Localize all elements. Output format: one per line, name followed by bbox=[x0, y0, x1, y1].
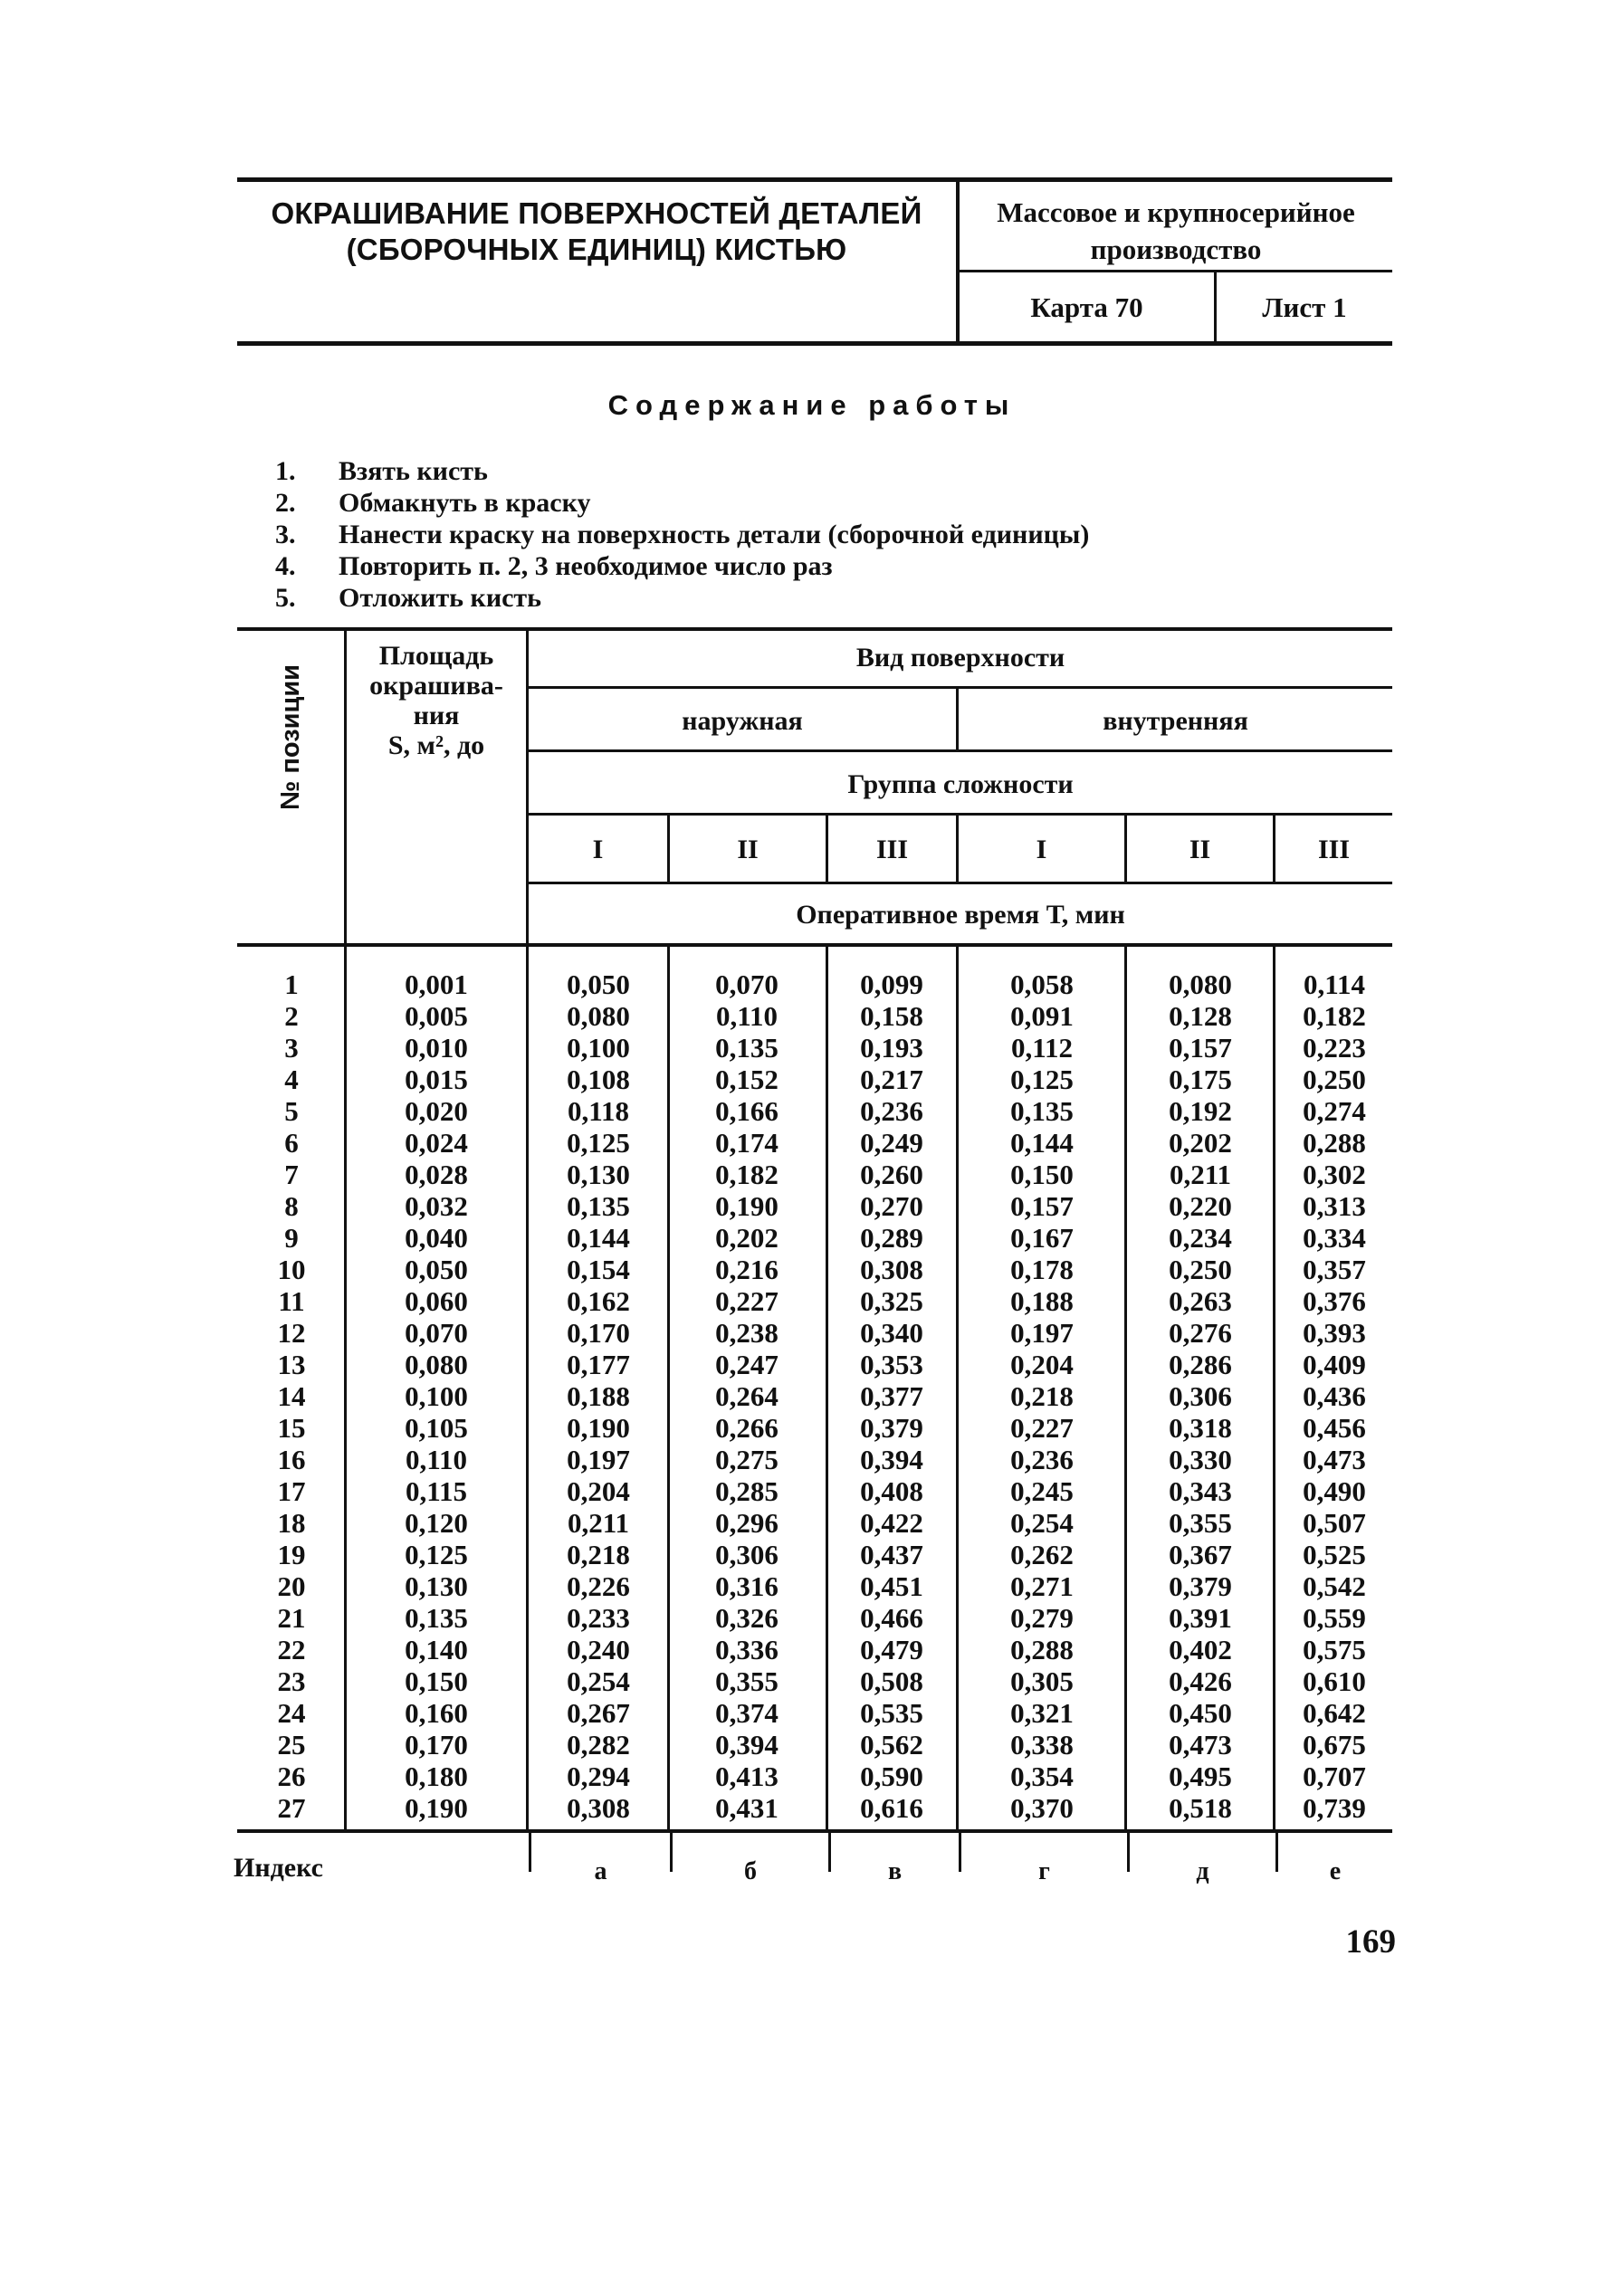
time-cell: 0,254 bbox=[567, 1665, 630, 1697]
table-divider bbox=[527, 749, 1392, 752]
time-cell: 0,202 bbox=[1169, 1127, 1232, 1159]
step-number: 2. bbox=[275, 488, 296, 518]
time-cell: 0,739 bbox=[1303, 1792, 1366, 1824]
time-cell: 0,128 bbox=[1169, 1000, 1232, 1032]
time-cell: 0,479 bbox=[860, 1634, 923, 1665]
time-cell: 0,354 bbox=[1010, 1761, 1074, 1792]
position-cell: 6 bbox=[284, 1127, 299, 1159]
area-header-line: S, м², до bbox=[387, 730, 485, 760]
step-number: 1. bbox=[275, 456, 296, 486]
time-cell: 0,343 bbox=[1169, 1475, 1232, 1507]
time-cell: 0,249 bbox=[860, 1127, 923, 1159]
area-cell: 0,130 bbox=[405, 1570, 468, 1602]
time-cell: 0,197 bbox=[567, 1444, 630, 1475]
time-cell: 0,226 bbox=[567, 1570, 630, 1602]
time-cell: 0,245 bbox=[1010, 1475, 1074, 1507]
time-cell: 0,144 bbox=[1010, 1127, 1074, 1159]
inner-surface-header: внутренняя bbox=[1103, 706, 1248, 736]
time-cell: 0,177 bbox=[567, 1349, 630, 1380]
time-cell: 0,091 bbox=[1010, 1000, 1074, 1032]
area-cell: 0,150 bbox=[405, 1665, 468, 1697]
production-line: производство bbox=[1090, 234, 1262, 265]
time-cell: 0,162 bbox=[567, 1285, 630, 1317]
time-cell: 0,114 bbox=[1303, 969, 1366, 1000]
time-cell: 0,152 bbox=[715, 1064, 779, 1095]
time-cell: 0,675 bbox=[1303, 1729, 1366, 1761]
time-column bbox=[965, 969, 1119, 1824]
time-cell: 0,518 bbox=[1169, 1792, 1232, 1824]
time-cell: 0,374 bbox=[715, 1697, 779, 1729]
table-top-rule bbox=[237, 627, 1392, 631]
time-cell: 0,204 bbox=[567, 1475, 630, 1507]
position-cell: 4 bbox=[284, 1064, 299, 1095]
time-cell: 0,197 bbox=[1010, 1317, 1074, 1349]
work-steps bbox=[275, 455, 1089, 614]
group-header: III bbox=[1317, 835, 1351, 864]
time-cell: 0,495 bbox=[1169, 1761, 1232, 1792]
time-cell: 0,157 bbox=[1169, 1032, 1232, 1064]
time-cell: 0,262 bbox=[1010, 1539, 1074, 1570]
area-header-line: ния bbox=[413, 701, 460, 730]
time-column bbox=[1133, 969, 1267, 1824]
time-cell: 0,236 bbox=[1010, 1444, 1074, 1475]
area-cell: 0,105 bbox=[405, 1412, 468, 1444]
position-cell: 14 bbox=[277, 1380, 306, 1412]
time-cell: 0,158 bbox=[860, 1000, 923, 1032]
time-cell: 0,473 bbox=[1169, 1729, 1232, 1761]
index-value: г bbox=[1038, 1857, 1050, 1885]
time-cell: 0,178 bbox=[1010, 1254, 1074, 1285]
time-cell: 0,238 bbox=[715, 1317, 779, 1349]
time-cell: 0,302 bbox=[1303, 1159, 1366, 1190]
area-cell: 0,050 bbox=[405, 1254, 468, 1285]
time-cell: 0,316 bbox=[715, 1570, 779, 1602]
time-cell: 0,422 bbox=[860, 1507, 923, 1539]
time-column bbox=[831, 969, 952, 1824]
time-cell: 0,188 bbox=[1010, 1285, 1074, 1317]
production-line: Массовое и крупносерийное bbox=[997, 196, 1355, 228]
outer-surface-header: наружная bbox=[682, 706, 803, 736]
time-cell: 0,508 bbox=[860, 1665, 923, 1697]
time-cell: 0,426 bbox=[1169, 1665, 1232, 1697]
time-cell: 0,325 bbox=[860, 1285, 923, 1317]
time-cell: 0,542 bbox=[1303, 1570, 1366, 1602]
position-header-text: № позиции bbox=[275, 663, 305, 810]
time-cell: 0,144 bbox=[567, 1222, 630, 1254]
time-cell: 0,376 bbox=[1303, 1285, 1366, 1317]
time-cell: 0,125 bbox=[567, 1127, 630, 1159]
time-cell: 0,276 bbox=[1169, 1317, 1232, 1349]
time-cell: 0,211 bbox=[1169, 1159, 1232, 1190]
group-header: II bbox=[1189, 835, 1211, 864]
time-cell: 0,100 bbox=[567, 1032, 630, 1064]
time-cell: 0,175 bbox=[1169, 1064, 1232, 1095]
time-cell: 0,166 bbox=[715, 1095, 779, 1127]
position-cell: 23 bbox=[277, 1665, 306, 1697]
time-cell: 0,220 bbox=[1169, 1190, 1232, 1222]
time-cell: 0,227 bbox=[1010, 1412, 1074, 1444]
header-divider bbox=[958, 270, 1392, 272]
time-cell: 0,394 bbox=[715, 1729, 779, 1761]
time-cell: 0,234 bbox=[1169, 1222, 1232, 1254]
time-cell: 0,616 bbox=[860, 1792, 923, 1824]
area-cell: 0,060 bbox=[405, 1285, 468, 1317]
time-cell: 0,306 bbox=[715, 1539, 779, 1570]
time-cell: 0,282 bbox=[567, 1729, 630, 1761]
time-cell: 0,535 bbox=[860, 1697, 923, 1729]
time-cell: 0,456 bbox=[1303, 1412, 1366, 1444]
area-cell: 0,140 bbox=[405, 1634, 468, 1665]
time-cell: 0,285 bbox=[715, 1475, 779, 1507]
time-column bbox=[1280, 969, 1389, 1824]
table-divider bbox=[527, 882, 1392, 884]
time-cell: 0,112 bbox=[1010, 1032, 1074, 1064]
time-cell: 0,379 bbox=[860, 1412, 923, 1444]
time-cell: 0,108 bbox=[567, 1064, 630, 1095]
step-number: 3. bbox=[275, 520, 296, 549]
time-cell: 0,340 bbox=[860, 1317, 923, 1349]
time-cell: 0,247 bbox=[715, 1349, 779, 1380]
production-type bbox=[960, 194, 1392, 268]
index-value: е bbox=[1329, 1857, 1342, 1885]
time-cell: 0,182 bbox=[1303, 1000, 1366, 1032]
time-cell: 0,355 bbox=[1169, 1507, 1232, 1539]
area-cell: 0,080 bbox=[405, 1349, 468, 1380]
time-cell: 0,050 bbox=[567, 969, 630, 1000]
time-cell: 0,125 bbox=[1010, 1064, 1074, 1095]
time-cell: 0,321 bbox=[1010, 1697, 1074, 1729]
time-cell: 0,338 bbox=[1010, 1729, 1074, 1761]
time-cell: 0,190 bbox=[567, 1412, 630, 1444]
time-cell: 0,289 bbox=[860, 1222, 923, 1254]
section-title: Содержание работы bbox=[607, 389, 1017, 421]
area-cell: 0,020 bbox=[405, 1095, 468, 1127]
area-cell: 0,190 bbox=[405, 1792, 468, 1824]
position-cell: 13 bbox=[277, 1349, 306, 1380]
time-cell: 0,157 bbox=[1010, 1190, 1074, 1222]
time-cell: 0,236 bbox=[860, 1095, 923, 1127]
table-vertical-line bbox=[1124, 945, 1127, 1831]
time-cell: 0,370 bbox=[1010, 1792, 1074, 1824]
position-cell: 26 bbox=[277, 1761, 306, 1792]
area-cell: 0,005 bbox=[405, 1000, 468, 1032]
table-header-rule bbox=[237, 943, 1392, 947]
time-cell: 0,379 bbox=[1169, 1570, 1232, 1602]
area-cell: 0,040 bbox=[405, 1222, 468, 1254]
time-cell: 0,260 bbox=[860, 1159, 923, 1190]
index-label: Индекс bbox=[234, 1853, 323, 1883]
area-cell: 0,110 bbox=[405, 1444, 468, 1475]
area-cell: 0,180 bbox=[405, 1761, 468, 1792]
time-cell: 0,431 bbox=[715, 1792, 779, 1824]
area-cell: 0,024 bbox=[405, 1127, 468, 1159]
table-vertical-line bbox=[826, 945, 828, 1831]
position-cell: 25 bbox=[277, 1729, 306, 1761]
time-cell: 0,099 bbox=[860, 969, 923, 1000]
time-cell: 0,211 bbox=[567, 1507, 630, 1539]
position-cell: 19 bbox=[277, 1539, 306, 1570]
time-cell: 0,182 bbox=[715, 1159, 779, 1190]
table-divider bbox=[527, 813, 1392, 816]
table-vertical-line bbox=[667, 945, 670, 1831]
position-cell: 1 bbox=[284, 969, 299, 1000]
time-cell: 0,451 bbox=[860, 1570, 923, 1602]
step-number: 5. bbox=[275, 583, 296, 613]
list-item bbox=[275, 519, 1089, 550]
time-cell: 0,355 bbox=[715, 1665, 779, 1697]
group-header: III bbox=[875, 835, 909, 864]
time-cell: 0,707 bbox=[1303, 1761, 1366, 1792]
time-cell: 0,233 bbox=[567, 1602, 630, 1634]
time-cell: 0,110 bbox=[715, 1000, 779, 1032]
position-cell: 17 bbox=[277, 1475, 306, 1507]
time-cell: 0,413 bbox=[715, 1761, 779, 1792]
time-cell: 0,306 bbox=[1169, 1380, 1232, 1412]
time-cell: 0,274 bbox=[1303, 1095, 1366, 1127]
surface-type-header: Вид поверхности bbox=[855, 643, 1065, 673]
time-column bbox=[674, 969, 819, 1824]
step-number: 4. bbox=[275, 551, 296, 581]
time-cell: 0,391 bbox=[1169, 1602, 1232, 1634]
time-cell: 0,254 bbox=[1010, 1507, 1074, 1539]
time-cell: 0,218 bbox=[567, 1539, 630, 1570]
time-cell: 0,393 bbox=[1303, 1317, 1366, 1349]
complexity-group-header: Группа сложности bbox=[847, 769, 1074, 799]
area-cell: 0,115 bbox=[405, 1475, 468, 1507]
table-vertical-line bbox=[1273, 945, 1275, 1831]
time-cell: 0,294 bbox=[567, 1761, 630, 1792]
position-cell: 5 bbox=[284, 1095, 299, 1127]
time-cell: 0,250 bbox=[1303, 1064, 1366, 1095]
index-value: в bbox=[887, 1857, 903, 1885]
table-vertical-line bbox=[344, 629, 347, 1831]
time-cell: 0,279 bbox=[1010, 1602, 1074, 1634]
position-cell: 24 bbox=[277, 1697, 306, 1729]
group-header: I bbox=[592, 835, 604, 864]
position-cell: 22 bbox=[277, 1634, 306, 1665]
time-column bbox=[532, 969, 664, 1824]
time-cell: 0,313 bbox=[1303, 1190, 1366, 1222]
title-line: ОКРАШИВАНИЕ ПОВЕРХНОСТЕЙ ДЕТАЛЕЙ bbox=[271, 196, 922, 230]
list-item bbox=[275, 582, 1089, 614]
group-header: I bbox=[1036, 835, 1047, 864]
time-cell: 0,507 bbox=[1303, 1507, 1366, 1539]
time-cell: 0,227 bbox=[715, 1285, 779, 1317]
area-cell: 0,010 bbox=[405, 1032, 468, 1064]
sheet-number: Лист 1 bbox=[1262, 291, 1347, 323]
position-cell: 27 bbox=[277, 1792, 306, 1824]
card-number: Карта 70 bbox=[1030, 291, 1143, 323]
time-cell: 0,267 bbox=[567, 1697, 630, 1729]
area-cell: 0,100 bbox=[405, 1380, 468, 1412]
time-cell: 0,058 bbox=[1010, 969, 1074, 1000]
area-cell: 0,015 bbox=[405, 1064, 468, 1095]
time-cell: 0,275 bbox=[715, 1444, 779, 1475]
document-title bbox=[237, 196, 956, 268]
time-cell: 0,135 bbox=[715, 1032, 779, 1064]
page-number: 169 bbox=[1345, 1923, 1396, 1961]
position-cell: 2 bbox=[284, 1000, 299, 1032]
time-cell: 0,450 bbox=[1169, 1697, 1232, 1729]
time-cell: 0,070 bbox=[715, 969, 779, 1000]
time-cell: 0,296 bbox=[715, 1507, 779, 1539]
header-top-rule bbox=[237, 177, 1392, 182]
time-cell: 0,308 bbox=[567, 1792, 630, 1824]
time-cell: 0,590 bbox=[860, 1761, 923, 1792]
time-cell: 0,135 bbox=[1010, 1095, 1074, 1127]
area-cell: 0,170 bbox=[405, 1729, 468, 1761]
position-cell: 9 bbox=[284, 1222, 299, 1254]
position-cell: 11 bbox=[278, 1285, 305, 1317]
time-cell: 0,188 bbox=[567, 1380, 630, 1412]
area-column-header bbox=[348, 641, 525, 760]
time-cell: 0,642 bbox=[1303, 1697, 1366, 1729]
position-cell: 20 bbox=[277, 1570, 306, 1602]
time-cell: 0,318 bbox=[1169, 1412, 1232, 1444]
area-cell: 0,070 bbox=[405, 1317, 468, 1349]
time-cell: 0,334 bbox=[1303, 1222, 1366, 1254]
time-cell: 0,266 bbox=[715, 1412, 779, 1444]
time-cell: 0,409 bbox=[1303, 1349, 1366, 1380]
area-column bbox=[355, 969, 518, 1824]
time-cell: 0,250 bbox=[1169, 1254, 1232, 1285]
time-cell: 0,270 bbox=[860, 1190, 923, 1222]
time-cell: 0,271 bbox=[1010, 1570, 1074, 1602]
time-cell: 0,562 bbox=[860, 1729, 923, 1761]
position-cell: 8 bbox=[284, 1190, 299, 1222]
position-column-header bbox=[241, 655, 340, 818]
time-cell: 0,575 bbox=[1303, 1634, 1366, 1665]
time-cell: 0,402 bbox=[1169, 1634, 1232, 1665]
time-cell: 0,466 bbox=[860, 1602, 923, 1634]
time-cell: 0,135 bbox=[567, 1190, 630, 1222]
time-cell: 0,204 bbox=[1010, 1349, 1074, 1380]
time-cell: 0,436 bbox=[1303, 1380, 1366, 1412]
time-cell: 0,473 bbox=[1303, 1444, 1366, 1475]
time-cell: 0,377 bbox=[860, 1380, 923, 1412]
table-bottom-rule bbox=[237, 1829, 1392, 1833]
time-cell: 0,202 bbox=[715, 1222, 779, 1254]
time-cell: 0,240 bbox=[567, 1634, 630, 1665]
area-cell: 0,135 bbox=[405, 1602, 468, 1634]
group-header: II bbox=[737, 835, 759, 864]
time-cell: 0,353 bbox=[860, 1349, 923, 1380]
time-cell: 0,223 bbox=[1303, 1032, 1366, 1064]
time-cell: 0,080 bbox=[567, 1000, 630, 1032]
step-text: Нанести краску на поверхность детали (сборочной единицы) bbox=[339, 520, 1090, 549]
time-cell: 0,330 bbox=[1169, 1444, 1232, 1475]
time-cell: 0,288 bbox=[1010, 1634, 1074, 1665]
area-cell: 0,160 bbox=[405, 1697, 468, 1729]
index-value: а bbox=[594, 1857, 607, 1885]
area-header-line: окрашива- bbox=[369, 671, 503, 701]
time-cell: 0,490 bbox=[1303, 1475, 1366, 1507]
header-bottom-rule bbox=[237, 341, 1392, 346]
time-cell: 0,217 bbox=[860, 1064, 923, 1095]
position-cell: 16 bbox=[277, 1444, 306, 1475]
time-cell: 0,218 bbox=[1010, 1380, 1074, 1412]
time-cell: 0,264 bbox=[715, 1380, 779, 1412]
table-vertical-line bbox=[526, 629, 529, 1831]
area-header-line: Площадь bbox=[378, 641, 494, 671]
time-cell: 0,610 bbox=[1303, 1665, 1366, 1697]
time-cell: 0,118 bbox=[567, 1095, 630, 1127]
index-value: д bbox=[1196, 1857, 1209, 1885]
step-text: Отложить кисть bbox=[339, 583, 542, 613]
time-cell: 0,305 bbox=[1010, 1665, 1074, 1697]
time-cell: 0,170 bbox=[567, 1317, 630, 1349]
time-cell: 0,326 bbox=[715, 1602, 779, 1634]
area-cell: 0,001 bbox=[405, 969, 468, 1000]
time-cell: 0,367 bbox=[1169, 1539, 1232, 1570]
time-cell: 0,263 bbox=[1169, 1285, 1232, 1317]
area-cell: 0,028 bbox=[405, 1159, 468, 1190]
time-cell: 0,130 bbox=[567, 1159, 630, 1190]
position-cell: 10 bbox=[277, 1254, 306, 1285]
position-cell: 12 bbox=[277, 1317, 306, 1349]
position-cell: 21 bbox=[277, 1602, 306, 1634]
area-cell: 0,125 bbox=[405, 1539, 468, 1570]
time-cell: 0,308 bbox=[860, 1254, 923, 1285]
step-text: Обмакнуть в краску bbox=[339, 488, 591, 518]
position-column bbox=[246, 969, 337, 1824]
time-cell: 0,525 bbox=[1303, 1539, 1366, 1570]
index-value: б bbox=[744, 1857, 757, 1885]
time-cell: 0,216 bbox=[715, 1254, 779, 1285]
time-cell: 0,080 bbox=[1169, 969, 1232, 1000]
time-cell: 0,437 bbox=[860, 1539, 923, 1570]
list-item bbox=[275, 455, 1089, 487]
step-text: Взять кисть bbox=[339, 456, 488, 486]
time-cell: 0,174 bbox=[715, 1127, 779, 1159]
list-item bbox=[275, 550, 1089, 582]
time-cell: 0,167 bbox=[1010, 1222, 1074, 1254]
table-divider bbox=[527, 686, 1392, 689]
time-cell: 0,192 bbox=[1169, 1095, 1232, 1127]
operative-time-header: Оперативное время Т, мин bbox=[796, 900, 1125, 930]
position-cell: 15 bbox=[277, 1412, 306, 1444]
time-cell: 0,286 bbox=[1169, 1349, 1232, 1380]
time-cell: 0,336 bbox=[715, 1634, 779, 1665]
list-item bbox=[275, 487, 1089, 519]
time-cell: 0,150 bbox=[1010, 1159, 1074, 1190]
position-cell: 3 bbox=[284, 1032, 299, 1064]
time-cell: 0,288 bbox=[1303, 1127, 1366, 1159]
area-cell: 0,032 bbox=[405, 1190, 468, 1222]
time-cell: 0,394 bbox=[860, 1444, 923, 1475]
time-cell: 0,193 bbox=[860, 1032, 923, 1064]
position-cell: 18 bbox=[277, 1507, 306, 1539]
time-cell: 0,357 bbox=[1303, 1254, 1366, 1285]
time-cell: 0,408 bbox=[860, 1475, 923, 1507]
table-vertical-line bbox=[956, 945, 959, 1831]
title-line: (СБОРОЧНЫХ ЕДИНИЦ) КИСТЬЮ bbox=[346, 233, 847, 266]
time-cell: 0,154 bbox=[567, 1254, 630, 1285]
area-cell: 0,120 bbox=[405, 1507, 468, 1539]
step-text: Повторить п. 2, 3 необходимое число раз bbox=[339, 551, 833, 581]
time-cell: 0,559 bbox=[1303, 1602, 1366, 1634]
position-cell: 7 bbox=[284, 1159, 299, 1190]
time-cell: 0,190 bbox=[715, 1190, 779, 1222]
